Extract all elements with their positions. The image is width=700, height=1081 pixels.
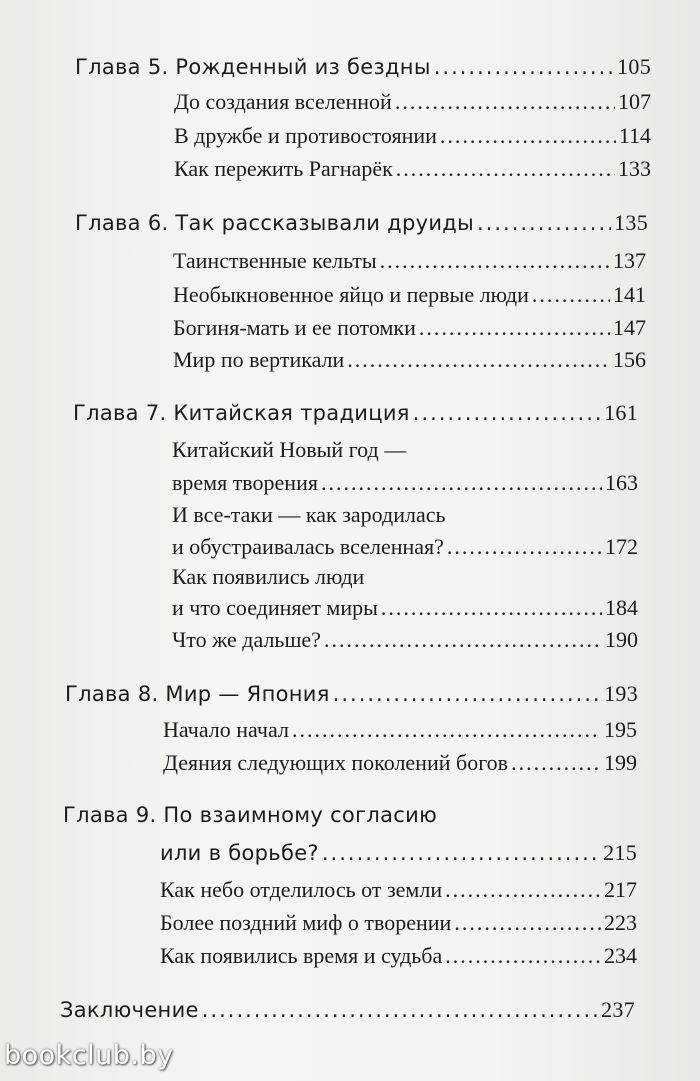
leader-dots (322, 838, 600, 868)
toc-entry (173, 345, 646, 375)
toc-entry-label: Таинственные кельты (173, 248, 377, 273)
toc-entry (173, 246, 646, 276)
toc-entry-label: Мир по вертикали (173, 347, 345, 372)
leader-dots (511, 748, 601, 778)
toc-entry-label: время творения (172, 470, 318, 495)
toc-entry (163, 748, 637, 778)
toc-entry-label: Глава 8. Мир — Япония (65, 682, 330, 706)
toc-entry (160, 941, 637, 971)
leader-dots (532, 280, 610, 310)
leader-dots (477, 208, 611, 238)
toc-page-number: 163 (605, 470, 638, 495)
toc-entry-label: Глава 6. Так рассказывали друиды (75, 211, 474, 235)
leader-dots (440, 121, 616, 151)
toc-page-number: 223 (604, 910, 637, 935)
toc-page-number: 107 (618, 89, 651, 114)
toc-page-number: 161 (604, 400, 638, 425)
leader-dots (324, 625, 602, 655)
toc-entry (172, 468, 638, 498)
leader-dots (347, 345, 610, 375)
leader-dots (445, 941, 601, 971)
toc-entry-chapter-9 (160, 838, 637, 868)
toc-page-number: 141 (613, 282, 646, 307)
leader-dots (381, 593, 602, 623)
leader-dots (454, 908, 601, 938)
leader-dots (419, 313, 610, 343)
leader-dots (413, 398, 601, 428)
toc-entry-label: Начало начал (163, 717, 289, 742)
toc-entry (174, 87, 651, 117)
toc-entry-chapter-6 (75, 208, 648, 238)
leader-dots (321, 468, 602, 498)
leader-dots (292, 715, 601, 745)
toc-entry (160, 908, 637, 938)
toc-page-number: 195 (604, 717, 637, 742)
leader-dots (445, 875, 601, 905)
toc-entry-line: И все-таки — как зародилась (172, 502, 446, 527)
toc-page-number: 133 (618, 156, 651, 181)
toc-entry-label: Более поздний миф о творении (160, 910, 452, 935)
leader-dots (396, 154, 615, 184)
toc-page-number: 237 (601, 997, 635, 1022)
toc-entry-label: Деяния следующих поколений богов (163, 750, 509, 775)
toc-entry-label: Заключение (60, 998, 199, 1022)
toc-page-number: 190 (605, 627, 638, 652)
leader-dots (202, 995, 598, 1025)
toc-entry-label: Что же дальше? (172, 627, 321, 652)
toc-page-number: 105 (617, 54, 651, 79)
toc-entry-label: Как небо отделилось от земли (160, 877, 443, 902)
toc-entry-label: В дружбе и противостоянии (174, 123, 437, 148)
toc-entry (172, 625, 638, 655)
toc-page-number: 137 (613, 248, 646, 273)
toc-chapter-9-line: Глава 9. По взаимному согласию (63, 803, 438, 827)
toc-entry (174, 154, 651, 184)
toc-entry-label: Как появились время и судьба (160, 943, 443, 968)
toc-entry-line: Как появились люди (172, 564, 365, 589)
leader-dots (434, 52, 614, 82)
toc-entry-label: До создания вселенной (174, 89, 392, 114)
leader-dots (380, 246, 610, 276)
leader-dots (447, 532, 602, 562)
watermark: bookclub.by (4, 1040, 174, 1071)
toc-page-number: 135 (614, 210, 648, 235)
toc-page-number: 217 (604, 877, 637, 902)
toc-entry-chapter-8 (65, 679, 638, 709)
toc-entry-label: Богиня-мать и ее потомки (173, 315, 416, 340)
toc-page-number: 172 (605, 534, 638, 559)
toc-entry (173, 313, 646, 343)
toc-entry (172, 593, 638, 623)
leader-dots (333, 679, 601, 709)
toc-page-number: 199 (604, 750, 637, 775)
toc-entry (172, 532, 638, 562)
toc-page-number: 114 (618, 123, 651, 148)
toc-entry-chapter-5 (75, 52, 651, 82)
toc-entry-label: Глава 7. Китайская традиция (73, 401, 410, 425)
toc-entry (174, 121, 651, 151)
toc-entry-label: Глава 5. Рожденный из бездны (75, 55, 431, 79)
toc-page-number: 234 (604, 943, 637, 968)
toc-entry-label: и обустраивалась вселенная? (172, 534, 444, 559)
toc-page-number: 184 (605, 595, 638, 620)
leader-dots (395, 87, 615, 117)
toc-page-number: 215 (603, 840, 637, 865)
toc-entry-conclusion (60, 995, 635, 1025)
toc-page-number: 147 (613, 315, 646, 340)
toc-entry-label: или в борьбе? (160, 841, 319, 865)
toc-entry-label: Необыкновенное яйцо и первые люди (173, 282, 529, 307)
toc-entry-label: Как пережить Рагнарёк (174, 156, 393, 181)
toc-entry (163, 715, 637, 745)
toc-page-number: 193 (604, 681, 638, 706)
toc-entry-line: Китайский Новый год — (172, 437, 407, 462)
toc-entry-label: и что соединяет миры (172, 595, 378, 620)
toc-entry-chapter-7 (73, 398, 638, 428)
toc-entry (160, 875, 637, 905)
toc-page-number: 156 (613, 347, 646, 372)
toc-entry (173, 280, 646, 310)
